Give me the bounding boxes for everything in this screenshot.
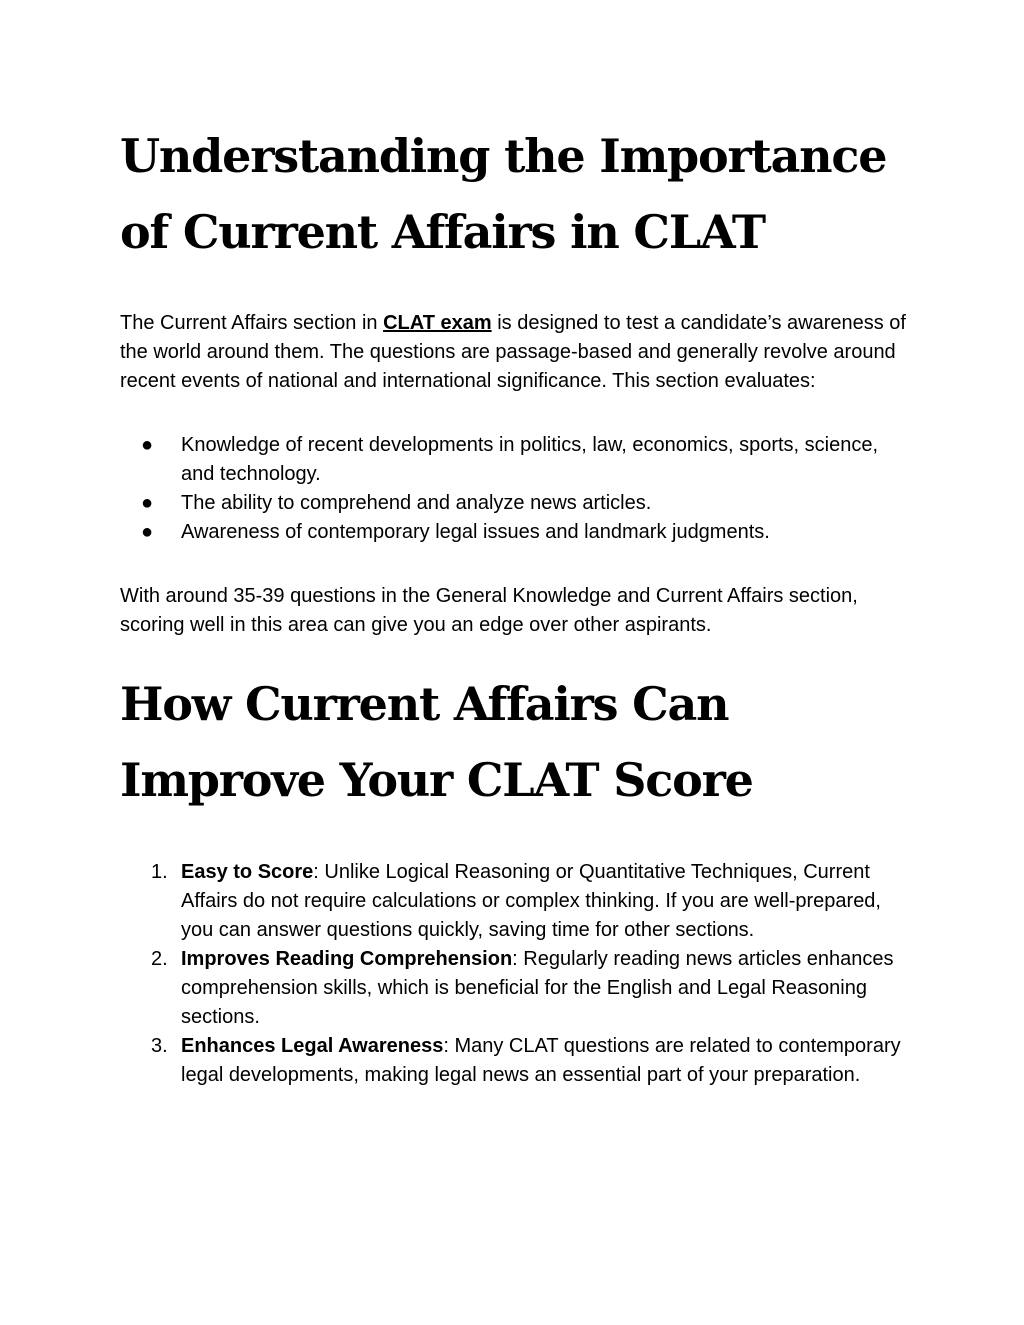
bullet-icon: ● [141,492,154,514]
bullet-icon: ● [141,434,154,456]
benefit-text: : Unlike Logical Reasoning or Quantitative Techniques, Current Affairs do not require calculations or complex thinking. If you are well-prepared, you can answer questions quickly, saving time for other sections. [181,861,881,941]
clat-exam-link[interactable]: CLAT exam [383,312,492,334]
benefits-numbered-list [120,858,910,1090]
list-item [141,431,910,489]
list-number: 3. [151,1035,168,1057]
intro-text-start: The Current Affairs section in [120,312,384,334]
section-heading-importance: Understanding the Importance of Current Affairs in CLAT [120,129,887,259]
bullet-text: The ability to comprehend and analyze news articles. [181,492,652,514]
list-item [151,945,910,1032]
benefit-label: Improves Reading Comprehension [181,948,513,970]
benefit-text: : Many CLAT questions are related to contemporary legal developments, making legal news an essential part of your preparation. [181,1035,901,1086]
bullet-icon: ● [141,521,154,543]
list-item [141,518,910,547]
list-number: 2. [151,948,168,970]
bullet-text: Awareness of contemporary legal issues and landmark judgments. [181,521,770,543]
intro-paragraph [120,309,910,396]
summary-paragraph: With around 35-39 questions in the General Knowledge and Current Affairs section, scoring well in this area can give you an edge over other aspirants. [120,585,858,636]
list-item [151,858,910,945]
document-page [120,118,910,1090]
bullet-text: Knowledge of recent developments in politics, law, economics, sports, science, and technology. [181,434,879,485]
section-heading-improve-score: How Current Affairs Can Improve Your CLAT Score [120,677,753,807]
benefit-label: Easy to Score [181,861,314,883]
intro-text-end: is designed to test a candidate’s awareness of the world around them. The questions are passage-based and generally revolve around recent events of national and international significance. This section evaluates: [120,312,906,392]
evaluation-bullet-list [120,431,910,547]
benefit-label: Enhances Legal Awareness [181,1035,444,1057]
list-number: 1. [151,861,168,883]
benefit-text: : Regularly reading news articles enhances comprehension skills, which is beneficial for the English and Legal Reasoning sections. [181,948,894,1028]
list-item [141,489,910,518]
list-item [151,1032,910,1090]
